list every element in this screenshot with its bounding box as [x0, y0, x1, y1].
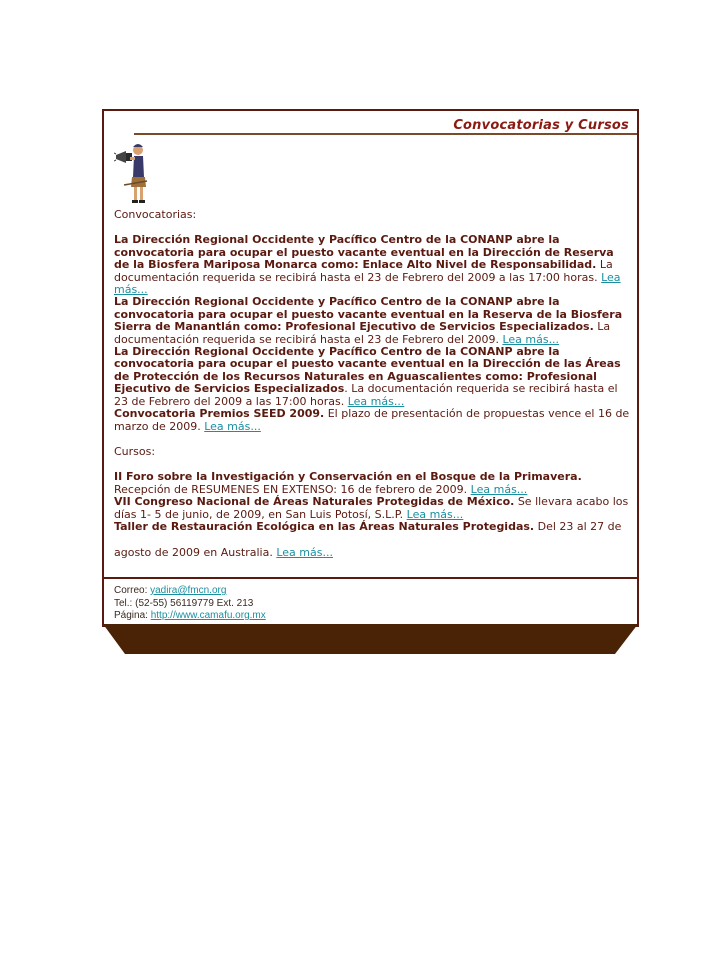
list-item-continuation: [114, 547, 632, 559]
email-link[interactable]: yadira@fmcn.org: [150, 585, 227, 596]
list-item: [114, 296, 632, 346]
item-title: II Foro sobre la Investigación y Conservación en el Bosque de la Primavera.: [114, 470, 582, 484]
item-title: La Dirección Regional Occidente y Pacífico Centro de la CONANP abre la convocatoria para ocupar el puesto vacante eventual en la Dirección de Reserva de la Biosfera Mariposa Monarca como: Enlace Alto Nivel de Responsabilidad.: [114, 233, 614, 272]
list-item: [114, 408, 632, 433]
section-title: Convocatorias y Cursos: [453, 118, 629, 133]
item-title: Taller de Restauración Ecológica en las Áreas Naturales Protegidas.: [114, 519, 535, 533]
card-base-trapezoid: [103, 624, 638, 654]
announcements-content: [114, 209, 632, 560]
item-text: La documentación requerida se recibirá hasta el 23 de Febrero del 2009.: [114, 320, 611, 346]
item-text: Del 23 al 27 de: [534, 519, 622, 533]
read-more-link[interactable]: Lea más...: [470, 482, 528, 496]
cursos-heading: Cursos:: [114, 444, 156, 458]
item-text: agosto de 2009 en Australia.: [114, 546, 277, 560]
list-item: [114, 471, 632, 496]
website-link[interactable]: http://www.camafu.org.mx: [150, 610, 266, 621]
read-more-link[interactable]: Lea más...: [204, 419, 261, 433]
item-text: El plazo de presentación de propuestas vence el 16 de marzo de 2009.: [114, 407, 630, 433]
item-text: . La documentación requerida se recibirá hasta el 23 de Febrero del 2009 a las 17:00 horas.: [114, 382, 618, 408]
read-more-link[interactable]: Lea más...: [502, 332, 560, 346]
list-item: [114, 496, 632, 521]
page-line: [114, 610, 266, 623]
list-item: [114, 234, 632, 296]
header-divider: [134, 133, 637, 135]
item-text: Recepción de RESUMENES EN EXTENSO: 16 de febrero de 2009.: [114, 482, 471, 496]
read-more-link[interactable]: Lea más...: [114, 270, 621, 297]
convocatorias-heading: Convocatorias:: [114, 208, 197, 221]
list-item: [114, 346, 632, 408]
list-item: [114, 521, 632, 533]
item-title: Convocatoria Premios SEED 2009.: [114, 407, 325, 421]
item-title: La Dirección Regional Occidente y Pacífico Centro de la CONANP abre la convocatoria para ocupar el puesto vacante eventual en la Dirección de las Áreas de Protección de los Recursos Naturales en Aguascalientes como: Profesional Ejecutivo de Servicios Especializados: [114, 345, 621, 396]
footer-divider: [104, 577, 637, 579]
convocatorias-card: [102, 109, 639, 627]
read-more-link[interactable]: Lea más...: [406, 507, 464, 521]
phone-line: Tel.: (52-55) 56119779 Ext. 213: [114, 597, 254, 609]
item-text: Se llevara acabo los días 1- 5 de junio, de 2009, en San Luis Potosí, S.L.P.: [114, 495, 629, 521]
page-label: Página:: [114, 610, 151, 621]
email-label: Correo:: [114, 585, 151, 596]
read-more-link[interactable]: Lea más...: [276, 546, 333, 560]
read-more-link[interactable]: Lea más...: [347, 394, 405, 408]
item-title: VII Congreso Nacional de Áreas Naturales Protegidas de México.: [114, 495, 515, 509]
megaphone-mascot-icon: [114, 141, 150, 205]
item-text: La documentación requerida se recibirá hasta el 23 de Febrero del 2009 a las 17:00 horas.: [114, 258, 613, 284]
email-line: [114, 585, 266, 598]
contact-footer: [114, 585, 266, 623]
item-title: La Dirección Regional Occidente y Pacífico Centro de la CONANP abre la convocatoria para ocupar el puesto vacante eventual en la Reserva de la Biosfera Sierra de Manantlán como: Profesional Ejecutivo de Servicios Especializados.: [114, 295, 623, 334]
